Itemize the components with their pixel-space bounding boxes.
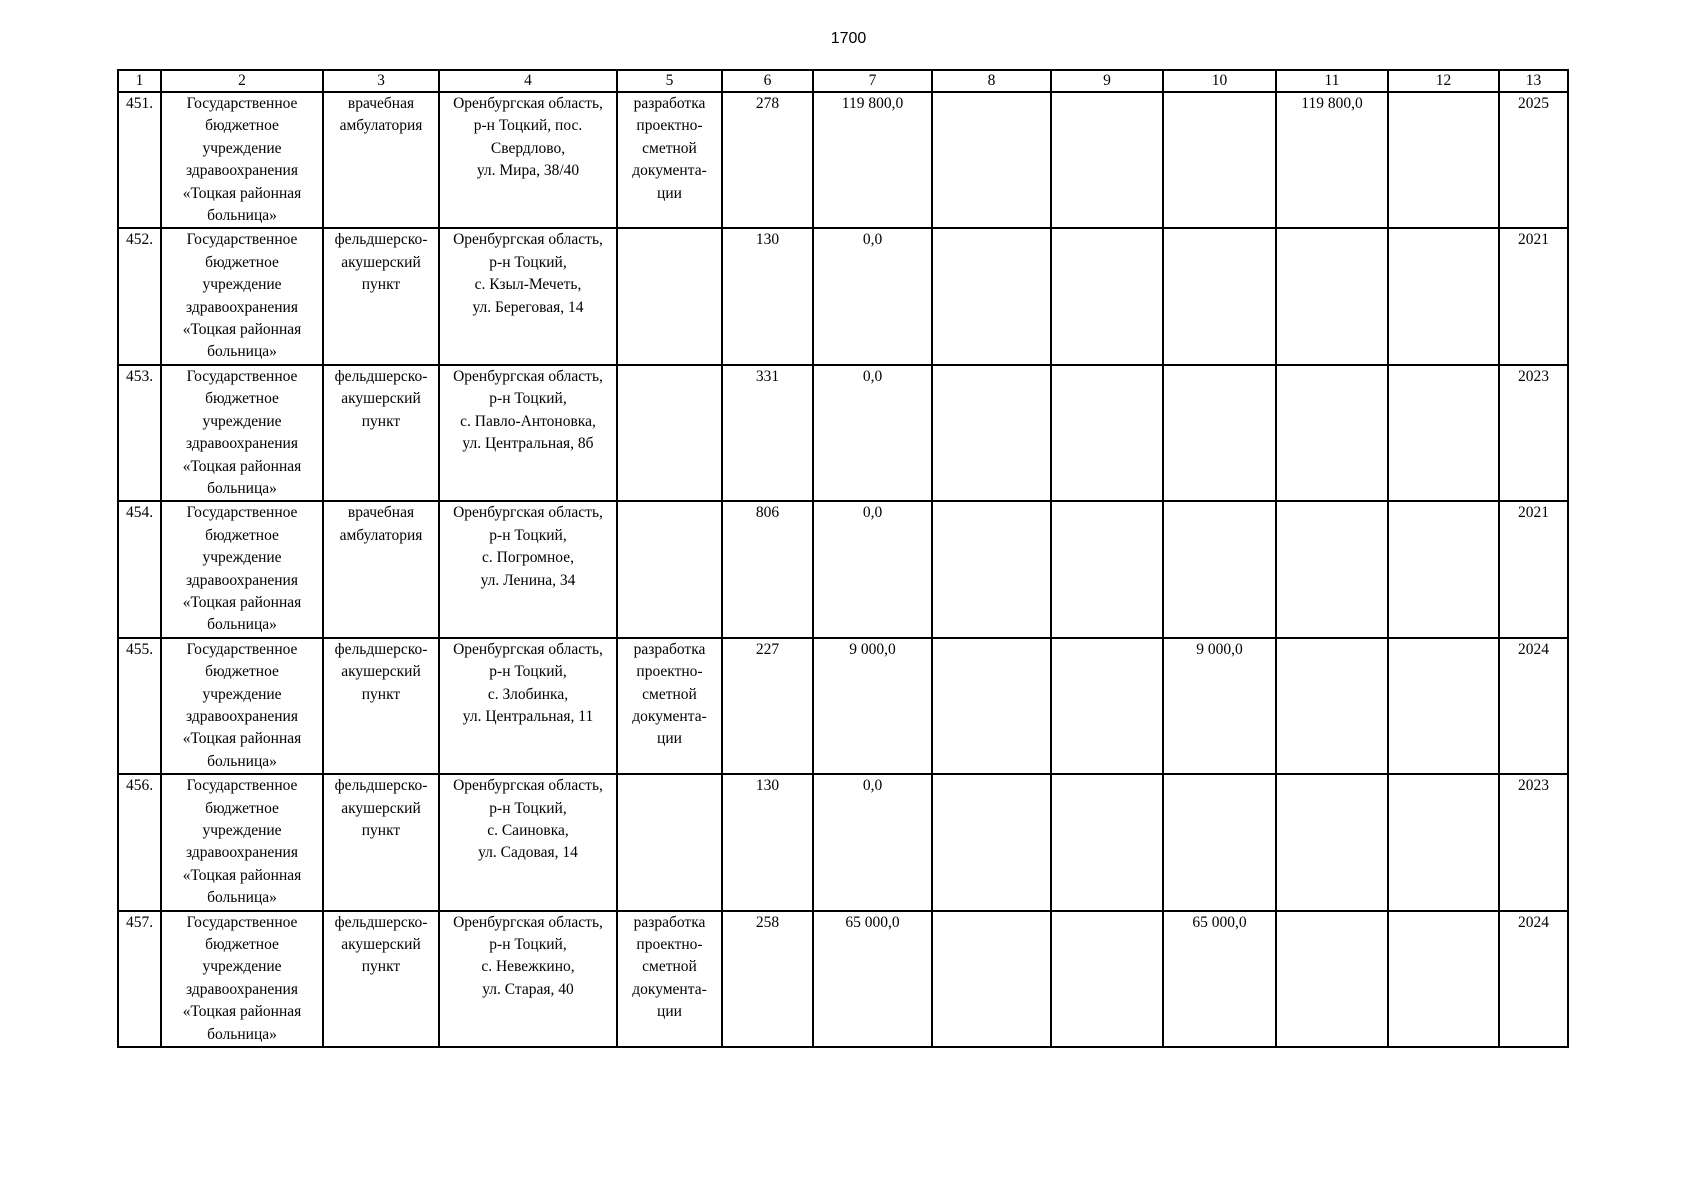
- address-cell: Оренбургская область, р-н Тоцкий, с. Павло-Антоновка, ул. Центральная, 8б: [439, 365, 617, 501]
- col8-amount-cell: [932, 92, 1051, 228]
- col10-amount-cell: [1163, 774, 1276, 910]
- col11-amount-cell: [1276, 638, 1388, 774]
- col6-cell: 806: [722, 501, 813, 637]
- facilities-table: [117, 69, 1569, 1048]
- table-row: [118, 501, 1568, 637]
- col12-amount-cell: [1388, 228, 1499, 364]
- column-number-cell: 7: [813, 70, 932, 92]
- facility-type-cell: фельдшерско- акушерский пункт: [323, 228, 439, 364]
- col7-amount-cell: 0,0: [813, 774, 932, 910]
- col7-amount-cell: 0,0: [813, 228, 932, 364]
- col10-amount-cell: [1163, 92, 1276, 228]
- work-type-cell: [617, 228, 722, 364]
- year-cell: 2023: [1499, 365, 1568, 501]
- col11-amount-cell: [1276, 228, 1388, 364]
- col9-amount-cell: [1051, 228, 1163, 364]
- col7-amount-cell: 0,0: [813, 501, 932, 637]
- col10-amount-cell: [1163, 228, 1276, 364]
- facility-type-cell: врачебная амбулатория: [323, 501, 439, 637]
- col9-amount-cell: [1051, 501, 1163, 637]
- col10-amount-cell: [1163, 501, 1276, 637]
- year-cell: 2025: [1499, 92, 1568, 228]
- col7-amount-cell: 119 800,0: [813, 92, 932, 228]
- col7-amount-cell: 0,0: [813, 365, 932, 501]
- row-number-cell: 455.: [118, 638, 161, 774]
- col6-cell: 130: [722, 228, 813, 364]
- row-number-cell: 454.: [118, 501, 161, 637]
- col11-amount-cell: [1276, 365, 1388, 501]
- col8-amount-cell: [932, 501, 1051, 637]
- work-type-cell: разработка проектно- сметной документа- ции: [617, 638, 722, 774]
- col12-amount-cell: [1388, 365, 1499, 501]
- column-number-cell: 12: [1388, 70, 1499, 92]
- col9-amount-cell: [1051, 365, 1163, 501]
- col6-cell: 227: [722, 638, 813, 774]
- row-number-cell: 453.: [118, 365, 161, 501]
- page-number: 1700: [830, 30, 867, 47]
- address-cell: Оренбургская область, р-н Тоцкий, с. Погромное, ул. Ленина, 34: [439, 501, 617, 637]
- address-cell: Оренбургская область, р-н Тоцкий, с. Саиновка, ул. Садовая, 14: [439, 774, 617, 910]
- col7-amount-cell: 9 000,0: [813, 638, 932, 774]
- col12-amount-cell: [1388, 638, 1499, 774]
- col8-amount-cell: [932, 911, 1051, 1047]
- work-type-cell: разработка проектно- сметной документа- ции: [617, 92, 722, 228]
- row-number-cell: 457.: [118, 911, 161, 1047]
- year-cell: 2024: [1499, 638, 1568, 774]
- column-number-row: [118, 70, 1568, 92]
- col10-amount-cell: [1163, 365, 1276, 501]
- organization-cell: Государственное бюджетное учреждение здравоохранения «Тоцкая районная больница»: [161, 92, 323, 228]
- col6-cell: 130: [722, 774, 813, 910]
- organization-cell: Государственное бюджетное учреждение здравоохранения «Тоцкая районная больница»: [161, 501, 323, 637]
- work-type-cell: [617, 365, 722, 501]
- col9-amount-cell: [1051, 638, 1163, 774]
- col10-amount-cell: 65 000,0: [1163, 911, 1276, 1047]
- column-number-cell: 5: [617, 70, 722, 92]
- work-type-cell: разработка проектно- сметной документа- ции: [617, 911, 722, 1047]
- work-type-cell: [617, 774, 722, 910]
- year-cell: 2023: [1499, 774, 1568, 910]
- column-number-cell: 4: [439, 70, 617, 92]
- column-number-cell: 8: [932, 70, 1051, 92]
- column-number-cell: 11: [1276, 70, 1388, 92]
- table-row: [118, 365, 1568, 501]
- col6-cell: 331: [722, 365, 813, 501]
- address-cell: Оренбургская область, р-н Тоцкий, пос. Свердлово, ул. Мира, 38/40: [439, 92, 617, 228]
- year-cell: 2021: [1499, 228, 1568, 364]
- col11-amount-cell: [1276, 911, 1388, 1047]
- table-row: [118, 774, 1568, 910]
- col8-amount-cell: [932, 365, 1051, 501]
- facility-type-cell: врачебная амбулатория: [323, 92, 439, 228]
- col8-amount-cell: [932, 638, 1051, 774]
- col11-amount-cell: [1276, 501, 1388, 637]
- col12-amount-cell: [1388, 774, 1499, 910]
- facility-type-cell: фельдшерско- акушерский пункт: [323, 774, 439, 910]
- column-number-cell: 3: [323, 70, 439, 92]
- organization-cell: Государственное бюджетное учреждение здравоохранения «Тоцкая районная больница»: [161, 911, 323, 1047]
- column-number-cell: 1: [118, 70, 161, 92]
- col12-amount-cell: [1388, 501, 1499, 637]
- table-row: [118, 92, 1568, 228]
- year-cell: 2024: [1499, 911, 1568, 1047]
- column-number-cell: 10: [1163, 70, 1276, 92]
- facility-type-cell: фельдшерско- акушерский пункт: [323, 638, 439, 774]
- table-body: [118, 70, 1568, 1047]
- row-number-cell: 456.: [118, 774, 161, 910]
- facility-type-cell: фельдшерско- акушерский пункт: [323, 911, 439, 1047]
- table-row: [118, 638, 1568, 774]
- col6-cell: 258: [722, 911, 813, 1047]
- col8-amount-cell: [932, 228, 1051, 364]
- col9-amount-cell: [1051, 911, 1163, 1047]
- col6-cell: 278: [722, 92, 813, 228]
- work-type-cell: [617, 501, 722, 637]
- address-cell: Оренбургская область, р-н Тоцкий, с. Злобинка, ул. Центральная, 11: [439, 638, 617, 774]
- year-cell: 2021: [1499, 501, 1568, 637]
- column-number-cell: 2: [161, 70, 323, 92]
- column-number-cell: 13: [1499, 70, 1568, 92]
- organization-cell: Государственное бюджетное учреждение здравоохранения «Тоцкая районная больница»: [161, 638, 323, 774]
- table-row: [118, 228, 1568, 364]
- col12-amount-cell: [1388, 911, 1499, 1047]
- row-number-cell: 452.: [118, 228, 161, 364]
- col9-amount-cell: [1051, 774, 1163, 910]
- col12-amount-cell: [1388, 92, 1499, 228]
- address-cell: Оренбургская область, р-н Тоцкий, с. Кзыл-Мечеть, ул. Береговая, 14: [439, 228, 617, 364]
- col11-amount-cell: [1276, 774, 1388, 910]
- organization-cell: Государственное бюджетное учреждение здравоохранения «Тоцкая районная больница»: [161, 365, 323, 501]
- col11-amount-cell: 119 800,0: [1276, 92, 1388, 228]
- address-cell: Оренбургская область, р-н Тоцкий, с. Невежкино, ул. Старая, 40: [439, 911, 617, 1047]
- column-number-cell: 6: [722, 70, 813, 92]
- row-number-cell: 451.: [118, 92, 161, 228]
- table-row: [118, 911, 1568, 1047]
- facility-type-cell: фельдшерско- акушерский пункт: [323, 365, 439, 501]
- column-number-cell: 9: [1051, 70, 1163, 92]
- col8-amount-cell: [932, 774, 1051, 910]
- organization-cell: Государственное бюджетное учреждение здравоохранения «Тоцкая районная больница»: [161, 774, 323, 910]
- col9-amount-cell: [1051, 92, 1163, 228]
- col10-amount-cell: 9 000,0: [1163, 638, 1276, 774]
- col7-amount-cell: 65 000,0: [813, 911, 932, 1047]
- organization-cell: Государственное бюджетное учреждение здравоохранения «Тоцкая районная больница»: [161, 228, 323, 364]
